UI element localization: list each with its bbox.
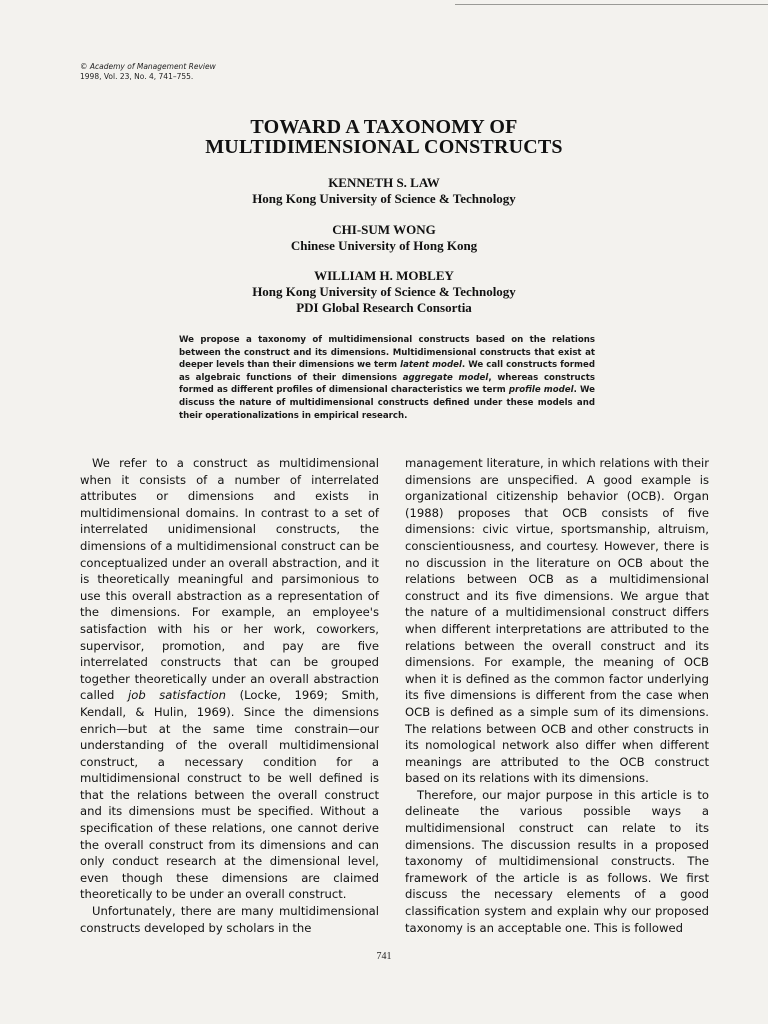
body-column-right: [405, 455, 709, 936]
body-column-left: [80, 455, 379, 936]
journal-name: © Academy of Management Review: [80, 62, 216, 71]
author-name: KENNETH S. LAW: [328, 175, 440, 190]
journal-issue: 1998, Vol. 23, No. 4, 741–755.: [80, 71, 194, 81]
abstract-text: , whereas constructs formed as different profiles of dimensional characteristics we term: [179, 372, 595, 396]
abstract-term-latent-model: latent model: [400, 360, 462, 371]
author-name: CHI-SUM WONG: [332, 222, 436, 237]
abstract: [179, 334, 595, 422]
article-title: [0, 117, 768, 157]
abstract-term-profile-model: profile model: [508, 385, 574, 396]
author-affiliation: Hong Kong University of Science & Technology: [252, 191, 516, 206]
abstract-term-aggregate-model: aggregate model: [402, 372, 489, 383]
author-block-1: [0, 175, 768, 207]
author-affiliation: Chinese University of Hong Kong: [290, 238, 478, 253]
body-text: (Locke, 1969; Smith, Kendall, & Hulin, 1969). Since the dimensions enrich—but at the same time constrain—our understanding of the overall multidimensional construct, a necessary condition for a multidimensional construct to be well defined is that the relations between the overall construct and its dimensions must be specified. Without a specification of these relations, one cannot derive the overall construct from its dimensions and can only conduct research at the dimensional level, even though these dimensions are claimed theoretically to be under an overall construct.: [80, 688, 379, 902]
author-block-3: [0, 268, 768, 316]
body-text: We refer to a construct as multidimensional when it consists of a number of interrelated attributes or dimensions and exists in multidimensional domains. In contrast to a set of interrelated unidimensional constructs, the dimensions of a multidimensional construct can be conceptualized under an overall abstraction, and it is theoretically meaningful and parsimonious to use this overall abstraction as a representation of the dimensions. For example, an employee's satisfaction with his or her work, coworkers, supervisor, promotion, and pay are five interrelated constructs that can be grouped together theoretically under an overall abstraction called: [80, 456, 379, 703]
author-affiliation: PDI Global Research Consortia: [296, 300, 472, 315]
body-paragraph: management literature, in which relations with their dimensions are unspecified. A good example is organizational citizenship behavior (OCB). Organ (1988) proposes that OCB consists of five dimensions: civic virtue, sportsmanship, altruism, conscientiousness, and courtesy. However, there is no discussion in the literature on OCB about the relations between OCB as a multidimensional construct and its five dimensions. We argue that the nature of a multidimensional construct differs when different interpretations are attributed to the relations between the overall construct and its dimensions. For example, the meaning of OCB when it is defined as the common factor underlying its five dimensions is different from the case when OCB is defined as a simple sum of its dimensions. The relations between OCB and other constructs in its nomological network also differ when different meanings are attributed to the OCB construct based on its relations with its dimensions.: [405, 456, 709, 786]
author-name: WILLIAM H. MOBLEY: [314, 268, 454, 283]
page-number: 741: [376, 951, 392, 962]
citation: [80, 62, 216, 81]
body-paragraph: Therefore, our major purpose in this article is to delineate the various possible ways a multidimensional construct can relate to its dimensions. The discussion results in a proposed taxonomy of multidimensional constructs. The framework of the article is as follows. We first discuss the necessary elements of a good classification system and explain why our proposed taxonomy is an acceptable one. This is followed: [405, 787, 709, 935]
author-block-2: [0, 222, 768, 254]
author-affiliation: Hong Kong University of Science & Technology: [252, 284, 516, 299]
abstract-text: . We call constructs formed as algebraic functions of their dimensions: [179, 360, 595, 383]
body-paragraph: [80, 455, 379, 903]
body-paragraph: Unfortunately, there are many multidimensional constructs developed by scholars in the: [80, 904, 379, 935]
top-rule: [455, 4, 768, 5]
abstract-text: We propose a taxonomy of multidimensional constructs based on the relations between the construct and its dimensions. Multidimensional constructs that exist at deeper levels than their dimensions we term: [179, 335, 595, 371]
abstract-text: . We discuss the nature of multidimensional constructs defined under these models and their operationalizations in empirical research.: [179, 385, 595, 421]
title-line-1: TOWARD A TAXONOMY OF: [250, 116, 518, 138]
title-line-2: MULTIDIMENSIONAL CONSTRUCTS: [205, 136, 563, 158]
body-term-job-satisfaction: job satisfaction: [128, 688, 226, 703]
